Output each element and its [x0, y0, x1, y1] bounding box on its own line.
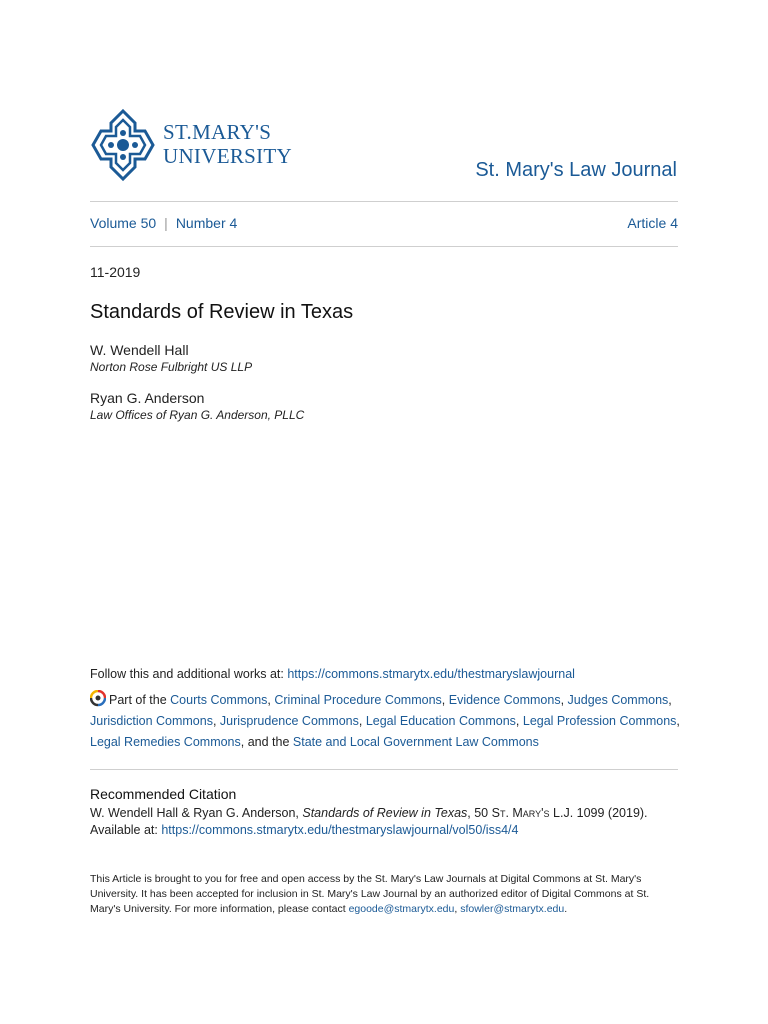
publication-date: 11-2019 — [90, 264, 141, 280]
open-access-icon — [90, 690, 106, 707]
part-of-prefix: Part of the — [109, 693, 171, 707]
citation-authors: W. Wendell Hall & Ryan G. Anderson, — [90, 806, 303, 820]
journal-title-link[interactable]: St. Mary's Law Journal — [475, 159, 677, 181]
author-affiliation: Law Offices of Ryan G. Anderson, PLLC — [90, 408, 305, 422]
top-divider — [90, 201, 678, 202]
university-name — [163, 120, 292, 168]
university-seal-icon — [90, 108, 156, 182]
citation-divider — [90, 769, 678, 770]
commons-link[interactable]: Courts Commons — [170, 693, 268, 707]
commons-link[interactable]: Jurisdiction Commons — [90, 714, 213, 728]
footer-text: This Article is brought to you for free and open access by the St. Mary's Law Journals at Digital Commons at St. Mary's University. It has been accepted for inclusion in St. Mary's Law Journal by an authorized editor of Digital Commons at St. Mary's University. For more information, please contact — [90, 873, 650, 915]
commons-link[interactable]: Legal Profession Commons — [522, 714, 677, 728]
university-logo — [90, 108, 290, 182]
issue-divider — [90, 246, 678, 247]
citation-pages: L.J. 1099 (2019). — [549, 806, 648, 820]
issue-separator: | — [164, 215, 168, 231]
citation-text — [90, 805, 690, 839]
author-affiliation: Norton Rose Fulbright US LLP — [90, 360, 253, 374]
author-name: Ryan G. Anderson — [90, 390, 205, 406]
commons-link[interactable]: Evidence Commons — [448, 693, 561, 707]
logo-line-2: UNIVERSITY — [163, 144, 292, 168]
citation-heading: Recommended Citation — [90, 786, 237, 802]
part-of-block: Part of the Courts Commons, Criminal Procedure Commons, Evidence Commons, Judges Commons, Jurisdiction Commons, Jurisprudence Commons, Legal Education Commons, Legal Profession Commons, Legal Remedies Commons, and the State and Local Government Law Commons — [90, 690, 680, 753]
email-link[interactable]: egoode@stmarytx.edu — [348, 903, 455, 915]
commons-link[interactable]: Judges Commons — [567, 693, 669, 707]
citation-journal: St. Mary's — [491, 806, 550, 820]
commons-link[interactable]: Criminal Procedure Commons — [274, 693, 442, 707]
citation-line — [90, 805, 690, 822]
article-link[interactable]: Article 4 — [627, 215, 678, 231]
article-url-link[interactable]: https://commons.stmarytx.edu/thestmaryslawjournal/vol50/iss4/4 — [161, 823, 519, 837]
email-link[interactable]: sfowler@stmarytx.edu — [460, 903, 565, 915]
logo-line-1: ST.MARY'S — [163, 120, 272, 144]
commons-link[interactable]: Jurisprudence Commons — [219, 714, 359, 728]
issue-info — [90, 213, 678, 233]
footer-end: . — [564, 903, 568, 915]
article-title: Standards of Review in Texas — [90, 301, 354, 323]
commons-link[interactable]: State and Local Government Law Commons — [292, 735, 539, 749]
citation-title: Standards of Review in Texas — [302, 806, 468, 820]
volume-link[interactable]: Volume 50 — [90, 215, 157, 231]
and-the-text: , and the — [240, 735, 293, 749]
footer-notice — [90, 872, 665, 917]
citation-volume: , 50 — [467, 806, 492, 820]
commons-link[interactable]: Legal Remedies Commons — [90, 735, 241, 749]
commons-link[interactable]: Legal Education Commons — [365, 714, 516, 728]
author-name: W. Wendell Hall — [90, 342, 189, 358]
follow-line — [90, 666, 690, 683]
follow-prefix: Follow this and additional works at: — [90, 667, 288, 681]
footer-comma: , — [454, 903, 461, 915]
number-link[interactable]: Number 4 — [175, 215, 238, 231]
collection-link[interactable]: https://commons.stmarytx.edu/thestmaryslawjournal — [287, 667, 575, 681]
available-prefix: Available at: — [90, 823, 162, 837]
available-line — [90, 822, 690, 839]
